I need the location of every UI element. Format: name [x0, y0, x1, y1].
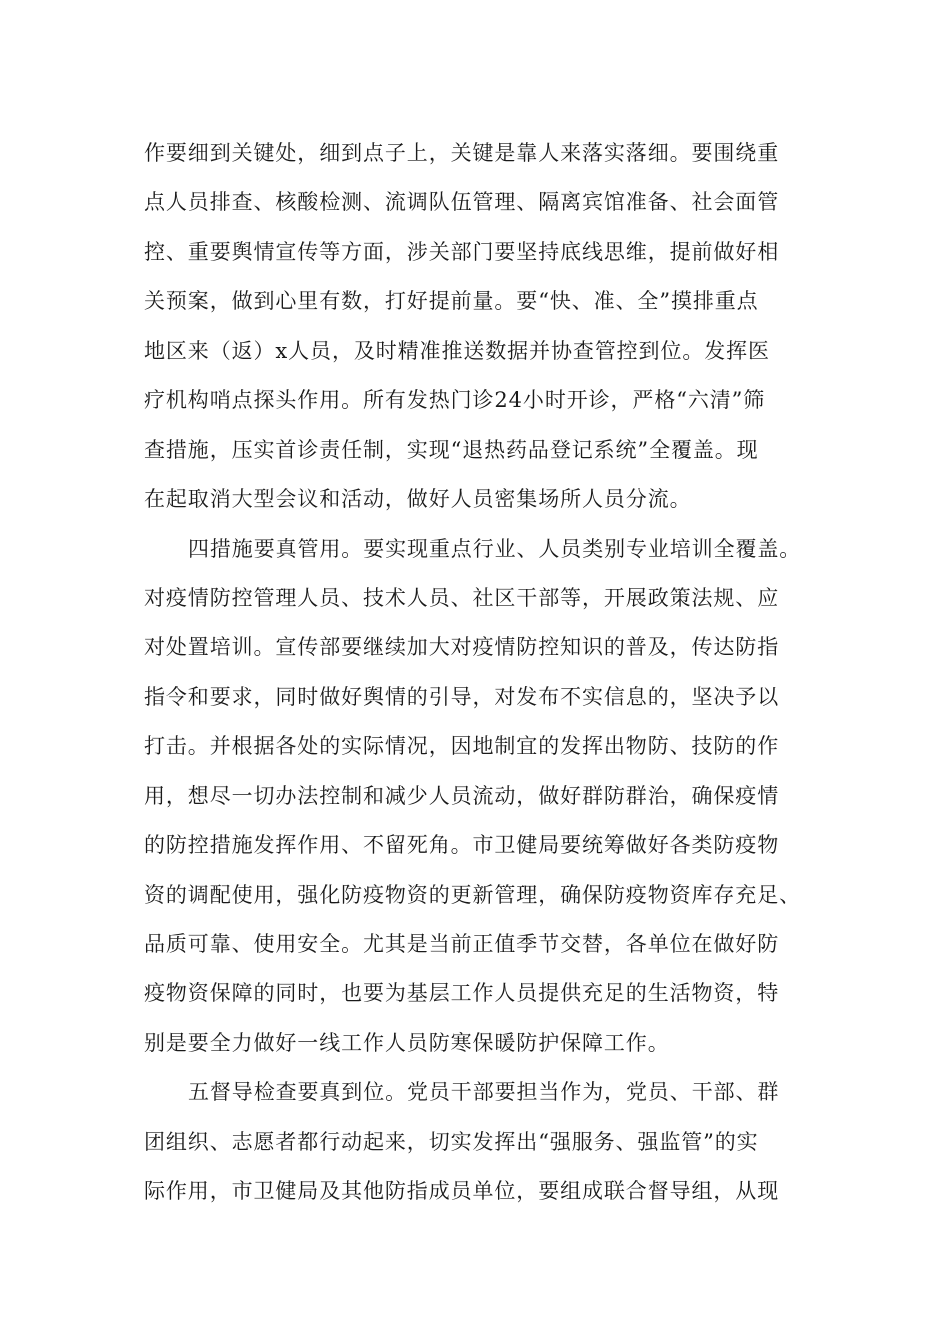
document-body: [144, 129, 824, 1217]
paragraph-first-line: 四措施要真管用。要实现重点行业、人员类别专业培训全覆盖。: [188, 536, 802, 561]
paragraph-first-line: 五督导检查要真到位。党员干部要担当作为，党员、干部、群: [188, 1080, 780, 1105]
text-line: 的防控措施发挥作用、不留死角。市卫健局要统筹做好各类防疫物: [144, 833, 780, 858]
text-line: 关预案，做到心里有数，打好提前量。要“快、准、全”摸排重点: [144, 289, 759, 314]
text-line: 地区来（返）x人员，及时精准推送数据并协查管控到位。发挥医: [144, 338, 770, 363]
text-line: 点人员排查、核酸检测、流调队伍管理、隔离宾馆准备、社会面管: [144, 190, 780, 215]
text-line: 疗机构哨点探头作用。所有发热门诊24小时开诊，严格“六清”筛: [144, 388, 766, 413]
text-line: 用，想尽一切办法控制和减少人员流动，做好群防群治，确保疫情: [144, 783, 780, 808]
paragraph-supervision: [144, 1068, 824, 1216]
text-line: 在起取消大型会议和活动，做好人员密集场所人员分流。: [144, 487, 692, 512]
text-line: 资的调配使用，强化防疫物资的更新管理，确保防疫物资库存充足、: [144, 882, 801, 907]
text-line: 团组织、志愿者都行动起来，切实发挥出“强服务、强监管”的实: [144, 1129, 759, 1154]
paragraph-continuation: [144, 129, 824, 525]
text-line: 查措施，压实首诊责任制，实现“退热药品登记系统”全覆盖。现: [144, 437, 759, 462]
text-line: 对疫情防控管理人员、技术人员、社区干部等，开展政策法规、应: [144, 585, 780, 610]
text-line: 疫物资保障的同时，也要为基层工作人员提供充足的生活物资，特: [144, 981, 780, 1006]
text-line: 际作用，市卫健局及其他防指成员单位，要组成联合督导组，从现: [144, 1179, 780, 1204]
text-line: 别是要全力做好一线工作人员防寒保暖防护保障工作。: [144, 1030, 670, 1055]
paragraph-measures: [144, 525, 824, 1069]
text-line: 指令和要求，同时做好舆情的引导，对发布不实信息的，坚决予以: [144, 684, 780, 709]
text-line: 打击。并根据各处的实际情况，因地制宜的发挥出物防、技防的作: [144, 734, 780, 759]
text-line: 作要细到关键处，细到点子上，关键是靠人来落实落细。要围绕重: [144, 141, 780, 165]
text-line: 品质可靠、使用安全。尤其是当前正值季节交替，各单位在做好防: [144, 932, 780, 956]
text-line: 控、重要舆情宣传等方面，涉关部门要坚持底线思维，提前做好相: [144, 239, 780, 264]
text-line: 对处置培训。宣传部要继续加大对疫情防控知识的普及，传达防指: [144, 635, 780, 660]
